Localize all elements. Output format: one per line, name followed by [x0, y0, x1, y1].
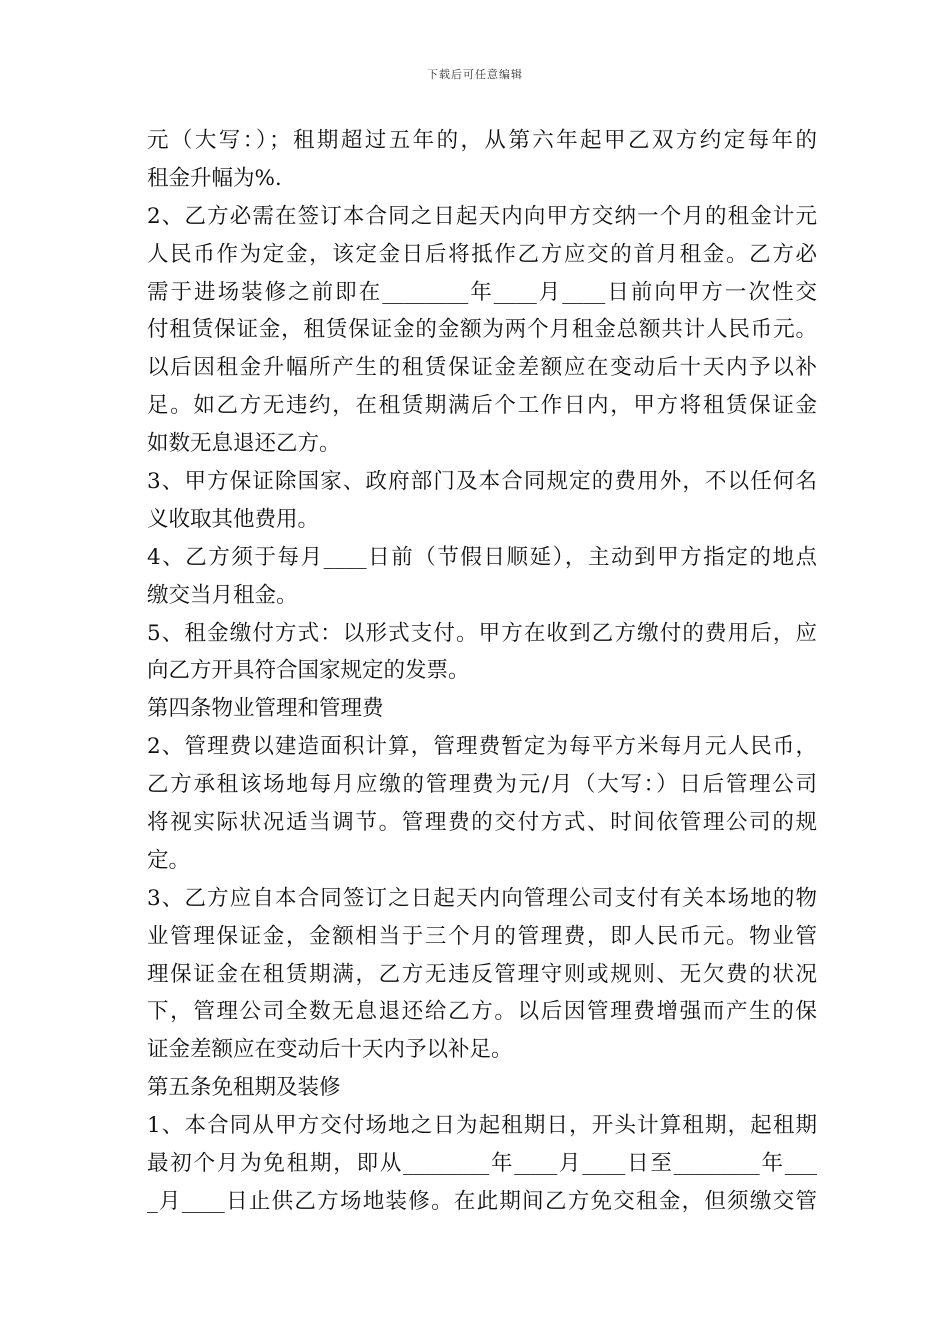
text-line: 租金升幅为%. — [147, 165, 282, 191]
text-line: 以后因租金升幅所产生的租赁保证金差额应在变动后十天内予以补 — [147, 355, 817, 381]
section-heading: 第五条免租期及装修 — [147, 1075, 341, 1101]
text-line: 3、乙方应自本合同签订之日起天内向管理公司支付有关本场地的物 — [147, 885, 817, 911]
text-line: 业管理保证金，金额相当于三个月的管理费，即人民币元。物业管 — [147, 923, 817, 949]
text-line: 2、乙方必需在签订本合同之日起天内向甲方交纳一个月的租金计元 — [147, 203, 817, 229]
text-line: 理保证金在租赁期满，乙方无违反管理守则或规则、无欠费的状况 — [147, 961, 817, 987]
text-line: 4、乙方须于每月____日前（节假日顺延），主动到甲方指定的地点 — [147, 544, 817, 570]
text-line: 付租赁保证金，租赁保证金的金额为两个月租金总额共计人民币元。 — [147, 317, 817, 343]
text-line: 定。 — [147, 847, 191, 873]
text-line: _月____日止供乙方场地装修。在此期间乙方免交租金，但须缴交管 — [147, 1188, 817, 1214]
text-line: 义收取其他费用。 — [147, 506, 320, 532]
text-line: 元（大写：）；租期超过五年的，从第六年起甲乙双方约定每年的 — [147, 128, 817, 153]
text-line: 最初个月为免租期，即从________年____月____日至________年___ — [147, 1151, 817, 1177]
text-line: 需于进场装修之前即在________年____月____日前向甲方一次性交 — [147, 279, 817, 305]
text-line: 如数无息退还乙方。 — [147, 431, 341, 457]
page-header-note: 下载后可任意编辑 — [427, 68, 523, 81]
text-line: 乙方承租该场地每月应缴的管理费为元/月（大写：）日后管理公司 — [147, 772, 817, 798]
text-line: 5、租金缴付方式：以形式支付。甲方在收到乙方缴付的费用后，应 — [147, 620, 817, 646]
text-line: 向乙方开具符合国家规定的发票。 — [147, 658, 470, 684]
text-line: 将视实际状况适当调节。管理费的交付方式、时间依管理公司的规 — [147, 810, 817, 836]
section-heading: 第四条物业管理和管理费 — [147, 696, 384, 722]
contract-body — [147, 122, 817, 1221]
text-line: 证金差额应在变动后十天内予以补足。 — [147, 1037, 513, 1063]
text-line: 1、本合同从甲方交付场地之日为起租期日，开头计算租期，起租期 — [147, 1113, 817, 1139]
text-line: 人民币作为定金，该定金日后将抵作乙方应交的首月租金。乙方必 — [147, 241, 817, 267]
text-line: 缴交当月租金。 — [147, 582, 298, 608]
text-line: 3、甲方保证除国家、政府部门及本合同规定的费用外，不以任何名 — [147, 469, 817, 495]
text-line: 2、管理费以建造面积计算，管理费暂定为每平方米每月元人民币， — [147, 734, 817, 760]
text-line: 足。如乙方无违约，在租赁期满后个工作日内，甲方将租赁保证金 — [147, 393, 817, 419]
text-line: 下，管理公司全数无息退还给乙方。以后因管理费增强而产生的保 — [147, 999, 817, 1025]
